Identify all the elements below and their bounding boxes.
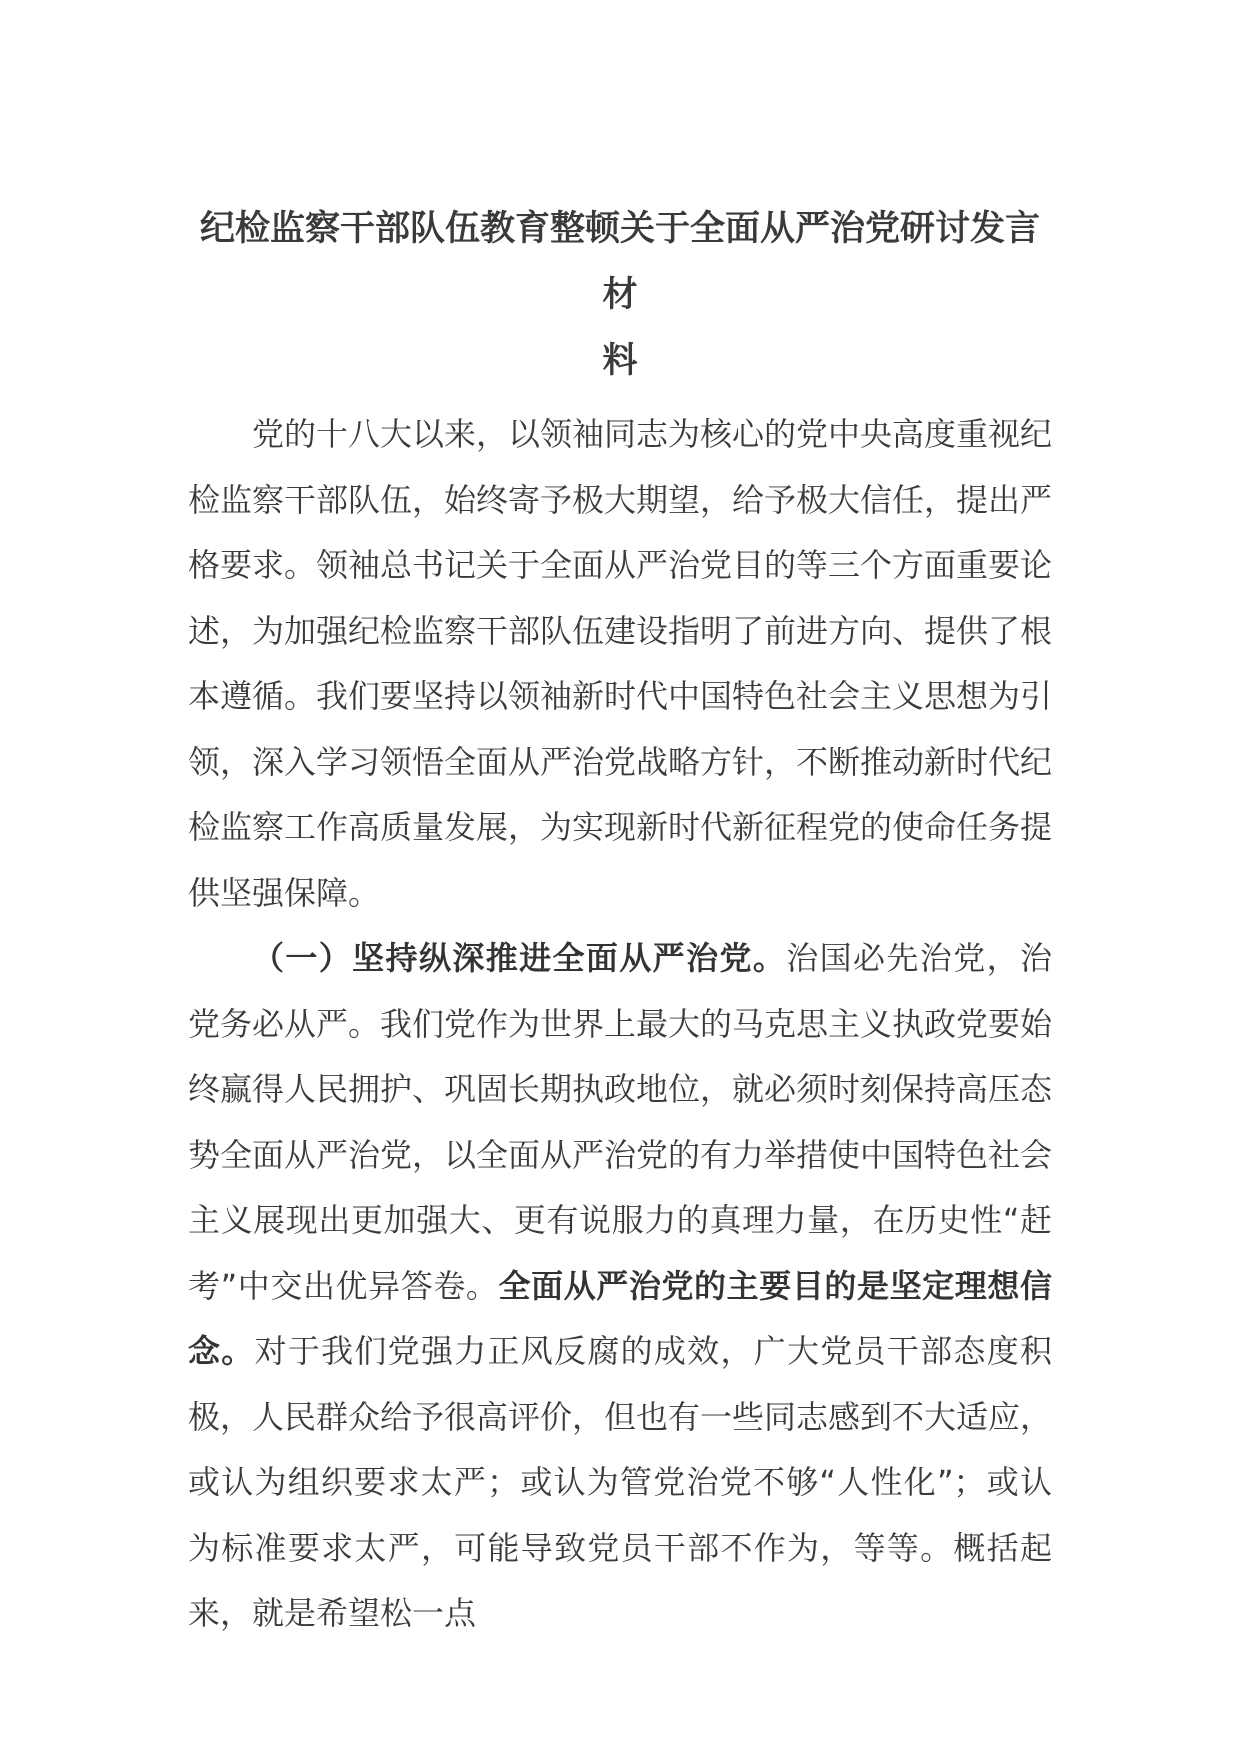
title-line-2: 料 (602, 341, 638, 381)
section-one-text-2: 对于我们党强力正风反腐的成效，广大党员干部态度积极，人民群众给予很高评价，但也有一些同志感到不大适应，或认为组织要求太严；或认为管党治党不够“人性化”；或认为标准要求太严，可能导致党员干部不作为，等等。概括起来，就是希望松一点 (188, 1332, 1053, 1632)
intro-paragraph: 党的十八大以来，以领袖同志为核心的党中央高度重视纪检监察干部队伍，始终寄予极大期望，给予极大信任，提出严格要求。领袖总书记关于全面从严治党目的等三个方面重要论述，为加强纪检监察干部队伍建设指明了前进方向、提供了根本遵循。我们要坚持以领袖新时代中国特色社会主义思想为引领，深入学习领悟全面从严治党战略方针，不断推动新时代纪检监察工作高质量发展，为实现新时代新征程党的使命任务提供坚强保障。 (188, 415, 1053, 912)
document-body (188, 196, 1052, 1647)
section-one-bold-statement: 全面从严治党的主要目的是坚定理想信念。 (188, 1266, 1052, 1370)
section-one-paragraph (188, 926, 1052, 1647)
title-line-1: 纪检监察干部队伍教育整顿关于全面从严治党研讨发言材 (199, 209, 1040, 315)
document-title (188, 196, 1052, 394)
section-one-heading: （一）坚持纵深推进全面从严治党。 (252, 939, 787, 977)
section-one-text-1: 治国必先治党，治党务必从严。我们党作为世界上最大的马克思主义执政党要始终赢得人民拥护、巩固长期执政地位，就必须时刻保持高压态势全面从严治党，以全面从严治党的有力举措使中国特色社会主义展现出更加强大、更有说服力的真理力量，在历史性“赶考”中交出优异答卷。 (188, 939, 1053, 1305)
